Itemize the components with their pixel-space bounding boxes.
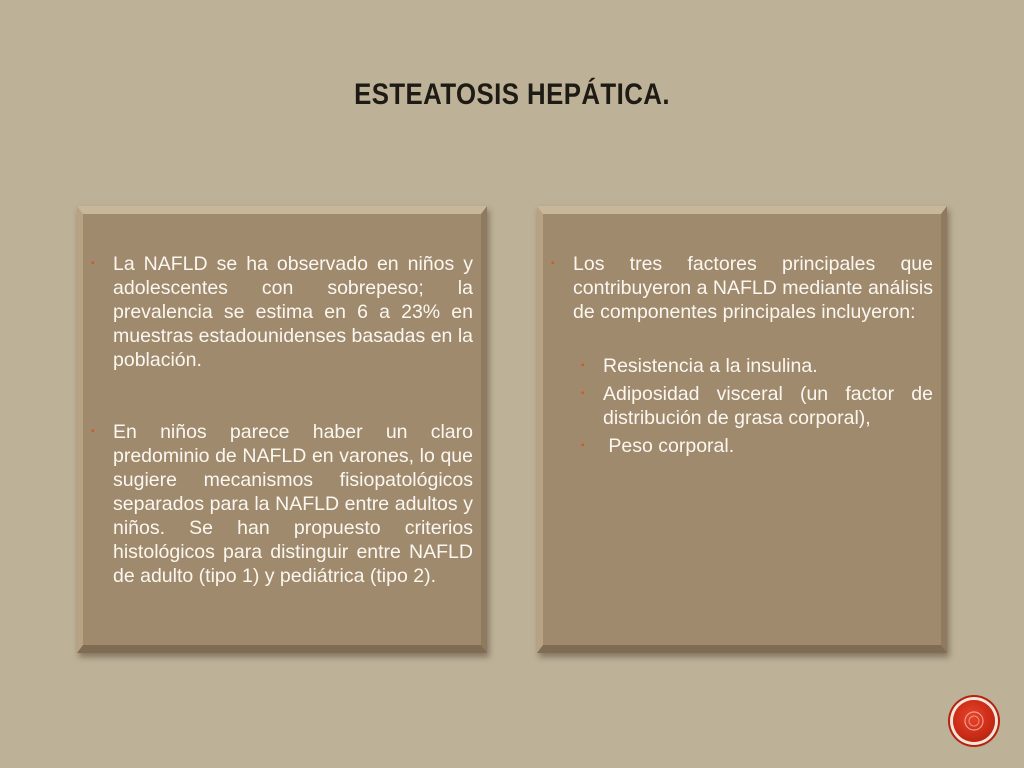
slide-title: ESTEATOSIS HEPÁTICA. [354, 78, 670, 111]
right-content-card [537, 206, 947, 653]
bullet-text: En niños parece haber un claro predominio de NAFLD en varones, lo que sugiere mecanismos fisiopatológicos separados para la NAFLD entre adultos y niños. Se han propuesto criterios histológicos para distinguir entre NAFLD de adulto (tipo 1) y pediátrica (tipo 2). [113, 421, 473, 587]
square-bullet-icon: ▪ [551, 258, 555, 269]
bullet-text: La NAFLD se ha observado en niños y adolescentes con sobrepeso; la prevalencia se estima en 6 a 23% en muestras estadounidenses basadas en la población. [113, 253, 473, 371]
square-bullet-icon: ▪ [91, 258, 95, 269]
sub-bullet-text: Adiposidad visceral (un factor de distribución de grasa corporal), [603, 383, 933, 429]
left-content-card [77, 206, 487, 653]
square-bullet-icon: ▪ [581, 440, 585, 451]
list-item [549, 252, 933, 324]
square-bullet-icon: ▪ [581, 388, 585, 399]
bullet-text: Los tres factores principales que contribuyeron a NAFLD mediante análisis de componentes principales incluyeron: [573, 253, 933, 323]
square-bullet-icon: ▪ [91, 426, 95, 437]
sub-list-item [579, 354, 933, 378]
sub-list-item [579, 382, 933, 430]
square-bullet-icon: ▪ [581, 360, 585, 371]
sub-bullet-text: Resistencia a la insulina. [603, 355, 818, 377]
list-item [89, 420, 473, 588]
decorative-circle-icon[interactable] [953, 700, 995, 742]
swirl-icon [962, 709, 986, 733]
sub-bullet-text: Peso corporal. [603, 435, 735, 457]
sub-list-item [579, 434, 933, 458]
list-item [89, 252, 473, 372]
